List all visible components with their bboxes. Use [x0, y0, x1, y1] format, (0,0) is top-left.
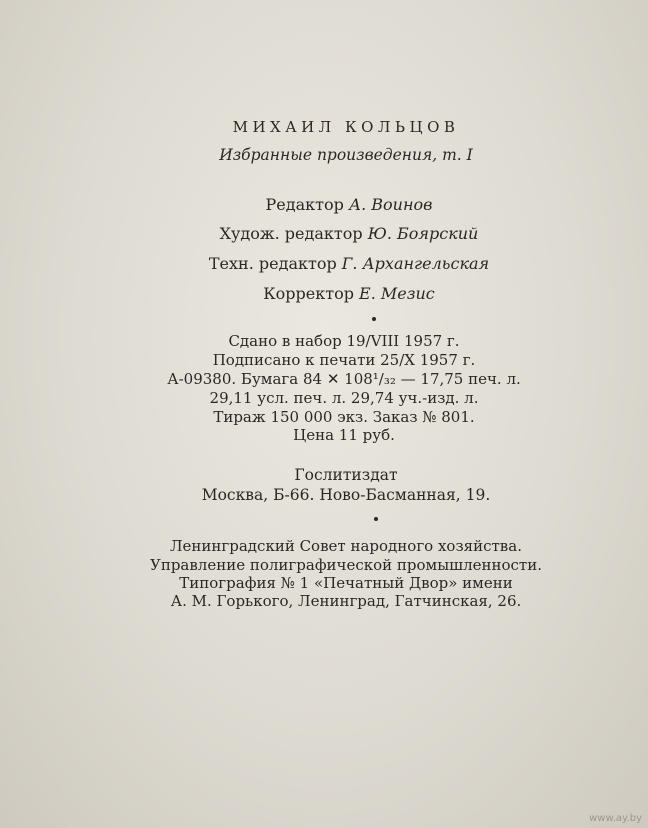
printer-line: Ленинградский Совет народного хозяйства.: [170, 537, 522, 555]
credit-role: Корректор: [263, 284, 354, 303]
imprint-line: Подписано к печати 25/X 1957 г.: [212, 351, 476, 369]
imprint-line: 29,11 усл. печ. л. 29,74 уч.-изд. л.: [209, 389, 479, 407]
credit-editor: [0, 195, 648, 214]
printer-line: А. М. Горького, Ленинград, Гатчинская, 26.: [170, 592, 522, 610]
credit-tech-editor: [0, 254, 648, 273]
credit-name: Г. Архангельская: [341, 254, 490, 273]
publisher-address: Москва, Б-66. Ново-Басманная, 19.: [201, 486, 491, 504]
publisher-name: Гослитиздат: [294, 466, 398, 484]
watermark: www.ay.by: [589, 813, 642, 824]
imprint-line: Сдано в набор 19/VIII 1957 г.: [228, 332, 460, 350]
imprint-line: Тираж 150 000 экз. Заказ № 801.: [213, 408, 475, 426]
credit-name: Ю. Боярский: [367, 224, 479, 243]
imprint-line: Цена 11 руб.: [293, 426, 395, 444]
printer-line: Типография № 1 «Печатный Двор» имени: [179, 574, 513, 592]
separator-dot: [374, 517, 378, 521]
credit-art-editor: [0, 224, 648, 243]
credit-role: Худож. редактор: [219, 224, 363, 243]
book-subtitle: Избранные произведения, т. I: [219, 146, 473, 164]
credit-name: А. Воинов: [348, 195, 433, 214]
credit-proofreader: [0, 284, 648, 303]
printer-line: Управление полиграфической промышленности.: [149, 556, 542, 574]
author-name: МИХАИЛ КОЛЬЦОВ: [232, 118, 460, 136]
imprint-line: А-09380. Бумага 84 ✕ 108¹/₃₂ — 17,75 печ. л.: [167, 370, 521, 388]
credit-role: Техн. редактор: [208, 254, 337, 273]
credit-role: Редактор: [265, 195, 344, 214]
credit-name: Е. Мезис: [359, 284, 435, 303]
separator-dot: [372, 317, 376, 321]
